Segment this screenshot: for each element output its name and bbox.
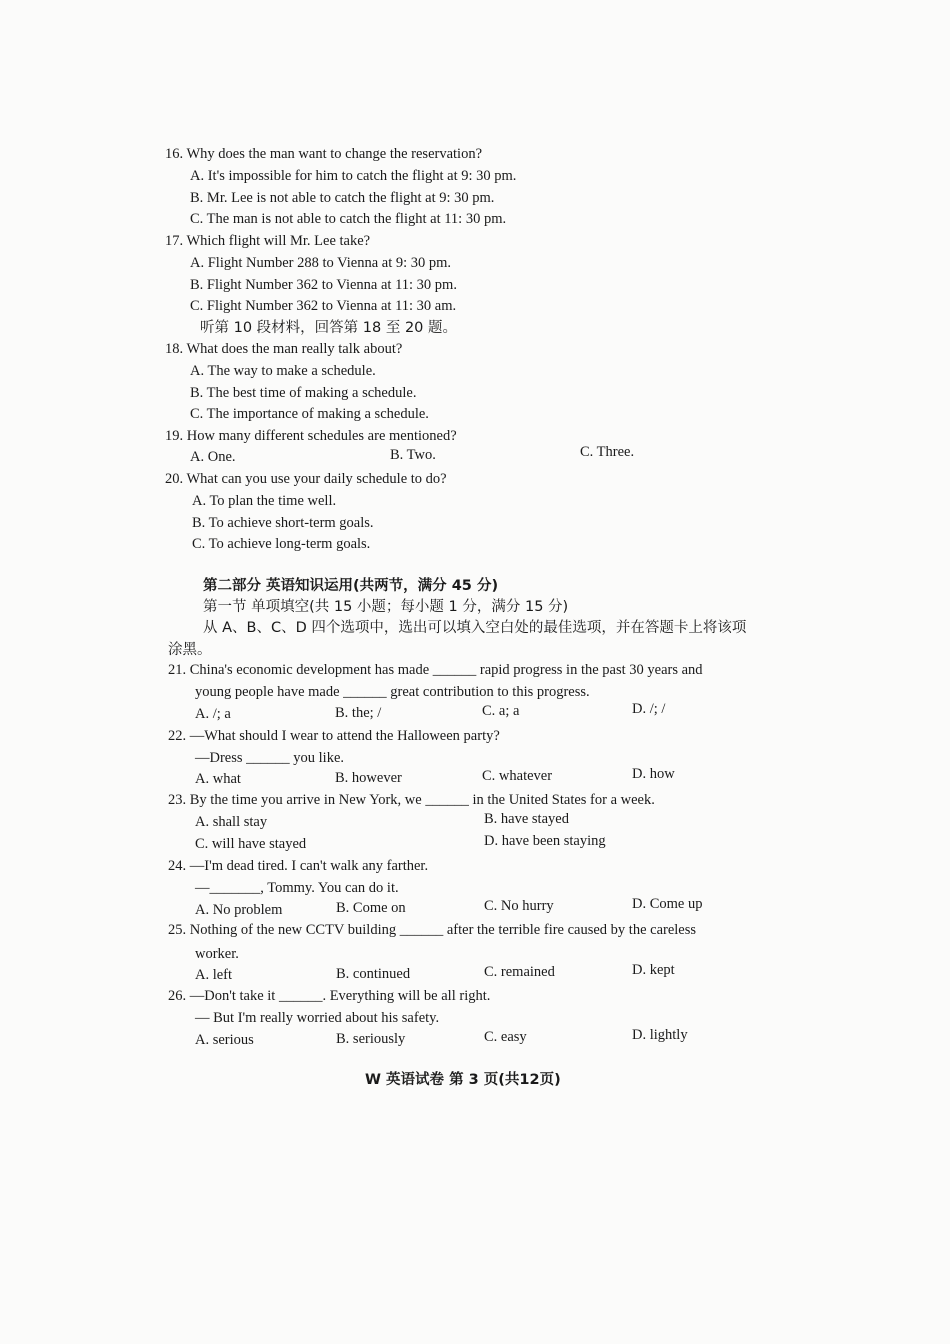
question-26-line2: — But I'm really worried about his safety.	[195, 1010, 440, 1026]
question-26-option-c: C. easy	[484, 1029, 527, 1045]
question-21-line1: 21. China's economic development has made ______ rapid progress in the past 30 years and	[168, 662, 703, 678]
question-19-stem: 19. How many different schedules are mentioned?	[165, 428, 457, 444]
part2-instruction-line2: 涂黑。	[168, 642, 212, 658]
question-23-option-a: A. shall stay	[195, 814, 268, 830]
question-24-option-c: C. No hurry	[484, 898, 554, 914]
question-25-option-b: B. continued	[336, 966, 411, 982]
part2-instruction-line1: 从 A、B、C、D 四个选项中，选出可以填入空白处的最佳选项，并在答题卡上将该项	[203, 620, 747, 636]
question-24-option-a: A. No problem	[195, 902, 283, 918]
question-24-line2: —_______, Tommy. You can do it.	[195, 880, 399, 896]
question-22-option-c: C. whatever	[482, 768, 553, 784]
question-18-stem: 18. What does the man really talk about?	[165, 341, 403, 357]
question-18-option-b: B. The best time of making a schedule.	[190, 385, 417, 401]
question-16-option-a: A. It's impossible for him to catch the flight at 9: 30 pm.	[190, 168, 517, 184]
question-23-option-c: C. will have stayed	[195, 836, 307, 852]
question-19-option-c: C. Three.	[580, 444, 635, 460]
question-25-line1: 25. Nothing of the new CCTV building ______ after the terrible fire caused by the careless	[168, 922, 697, 938]
question-24-option-d: D. Come up	[632, 896, 703, 912]
question-23-line1: 23. By the time you arrive in New York, we ______ in the United States for a week.	[168, 792, 655, 808]
question-21-option-c: C. a; a	[482, 703, 520, 719]
question-18-option-a: A. The way to make a schedule.	[190, 363, 376, 379]
question-17-option-b: B. Flight Number 362 to Vienna at 11: 30 pm.	[190, 277, 457, 293]
part2-section1: 第一节 单项填空(共 15 小题；每小题 1 分，满分 15 分)	[203, 599, 569, 615]
question-25-line2: worker.	[195, 946, 239, 962]
question-21-option-d: D. /; /	[632, 701, 666, 717]
question-20-option-a: A. To plan the time well.	[192, 493, 337, 509]
question-26-option-a: A. serious	[195, 1032, 254, 1048]
question-19-option-b: B. Two.	[390, 447, 436, 463]
question-25-option-c: C. remained	[484, 964, 555, 980]
question-24-option-b: B. Come on	[336, 900, 406, 916]
question-26-option-d: D. lightly	[632, 1027, 688, 1043]
section-note: 听第 10 段材料，回答第 18 至 20 题。	[200, 320, 458, 336]
page-footer: W 英语试卷 第 3 页(共12页)	[365, 1072, 561, 1088]
question-20-option-b: B. To achieve short-term goals.	[192, 515, 374, 531]
question-22-line2: —Dress ______ you like.	[195, 750, 345, 766]
question-16-stem: 16. Why does the man want to change the reservation?	[165, 146, 483, 162]
question-25-option-a: A. left	[195, 967, 233, 983]
question-17-stem: 17. Which flight will Mr. Lee take?	[165, 233, 371, 249]
question-24-line1: 24. —I'm dead tired. I can't walk any farther.	[168, 858, 429, 874]
question-21-option-b: B. the; /	[335, 705, 382, 721]
question-16-option-c: C. The man is not able to catch the flight at 11: 30 pm.	[190, 211, 507, 227]
question-21-line2: young people have made ______ great contribution to this progress.	[195, 684, 590, 700]
question-22-option-d: D. how	[632, 766, 675, 782]
question-17-option-a: A. Flight Number 288 to Vienna at 9: 30 pm.	[190, 255, 452, 271]
question-20-stem: 20. What can you use your daily schedule to do?	[165, 471, 447, 487]
question-23-option-b: B. have stayed	[484, 811, 569, 827]
question-22-option-b: B. however	[335, 770, 402, 786]
part2-heading: 第二部分 英语知识运用(共两节，满分 45 分)	[203, 578, 499, 594]
question-19-option-a: A. One.	[190, 449, 236, 465]
question-17-option-c: C. Flight Number 362 to Vienna at 11: 30 am.	[190, 298, 457, 314]
question-18-option-c: C. The importance of making a schedule.	[190, 406, 429, 422]
question-26-option-b: B. seriously	[336, 1031, 406, 1047]
question-22-line1: 22. —What should I wear to attend the Halloween party?	[168, 728, 500, 744]
question-21-option-a: A. /; a	[195, 706, 231, 722]
question-26-line1: 26. —Don't take it ______. Everything will be all right.	[168, 988, 491, 1004]
question-22-option-a: A. what	[195, 771, 241, 787]
question-23-option-d: D. have been staying	[484, 833, 606, 849]
question-20-option-c: C. To achieve long-term goals.	[192, 536, 371, 552]
question-25-option-d: D. kept	[632, 962, 675, 978]
question-16-option-b: B. Mr. Lee is not able to catch the flight at 9: 30 pm.	[190, 190, 495, 206]
